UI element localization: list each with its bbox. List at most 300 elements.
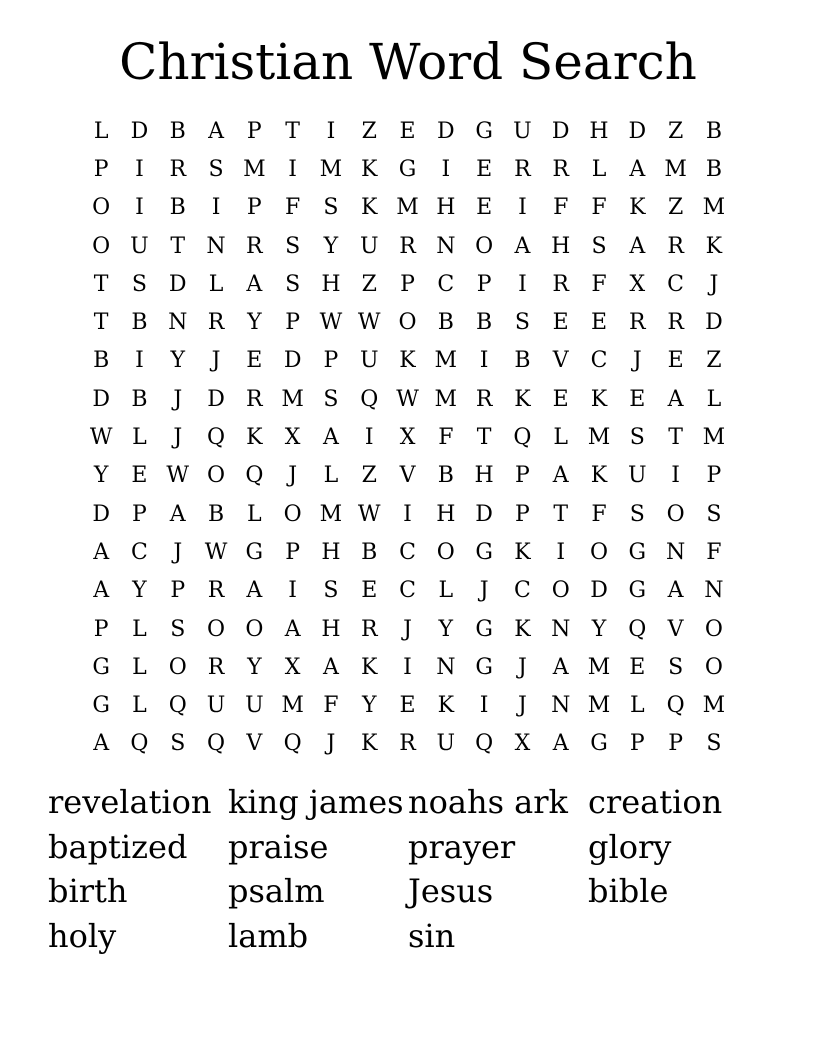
grid-letter: G	[590, 731, 608, 757]
grid-letter: F	[438, 425, 454, 451]
grid-letter: A	[246, 578, 263, 604]
word-list-item: bible	[588, 872, 669, 911]
grid-letter: A	[284, 616, 301, 642]
grid-letter: N	[436, 233, 456, 259]
grid-letter: N	[551, 693, 571, 719]
grid-letter: N	[665, 539, 686, 565]
grid-letter: L	[93, 118, 109, 144]
grid-letter: J	[326, 731, 336, 757]
grid-letter: D	[207, 386, 225, 412]
grid-letter: I	[288, 578, 297, 604]
grid-letter: A	[552, 731, 569, 757]
grid-letter: B	[93, 348, 110, 374]
grid-letter: O	[92, 195, 111, 221]
word-list-item: baptized	[48, 827, 188, 866]
grid-letter: H	[321, 271, 341, 297]
grid-letter: A	[667, 386, 684, 412]
grid-letter: P	[668, 731, 683, 757]
grid-letter: H	[551, 233, 571, 259]
grid-letter: S	[629, 425, 645, 451]
grid-letter: A	[629, 233, 646, 259]
grid-letter: U	[359, 348, 379, 374]
grid-letter: A	[93, 731, 110, 757]
grid-letter: F	[323, 693, 339, 719]
grid-letter: G	[92, 693, 110, 719]
grid-letter: B	[361, 539, 378, 565]
grid-letter: X	[284, 425, 301, 451]
page-title: Christian Word Search	[119, 33, 697, 91]
grid-letter: I	[211, 195, 221, 221]
grid-letter: M	[243, 156, 266, 182]
grid-letter: A	[552, 463, 569, 489]
grid-letter: E	[629, 654, 646, 680]
grid-letter: K	[514, 539, 531, 565]
grid-letter: F	[591, 195, 607, 221]
grid-letter: W	[89, 425, 113, 451]
grid-letter: O	[666, 501, 685, 527]
grid-letter: O	[551, 578, 570, 604]
grid-letter: X	[399, 425, 416, 451]
grid-letter: A	[667, 578, 684, 604]
grid-letter: A	[93, 578, 110, 604]
grid-letter: P	[515, 501, 530, 527]
grid-letter: D	[590, 578, 608, 604]
grid-letter: S	[629, 501, 645, 527]
grid-letter: Y	[132, 578, 147, 604]
grid-letter: E	[552, 386, 569, 412]
grid-letter: W	[166, 463, 190, 489]
grid-letter: T	[285, 118, 300, 144]
grid-letter: Q	[628, 616, 647, 642]
word-list-item: king james	[228, 783, 404, 821]
grid-letter: Z	[361, 118, 377, 144]
grid-letter: R	[629, 310, 646, 336]
grid-letter: G	[92, 654, 110, 680]
grid-letter: K	[399, 348, 416, 374]
grid-letter: S	[131, 271, 147, 297]
grid-letter: S	[323, 386, 339, 412]
grid-letter: H	[321, 616, 341, 642]
grid-letter: P	[246, 118, 262, 144]
grid-letter: M	[702, 195, 726, 221]
grid-letter: G	[628, 539, 647, 565]
grid-letter: V	[667, 616, 684, 642]
grid-letter: H	[436, 501, 456, 527]
grid-letter: I	[556, 539, 566, 565]
grid-letter: U	[130, 233, 149, 259]
grid-letter: N	[551, 616, 571, 642]
grid-letter: D	[437, 118, 455, 144]
grid-letter: I	[364, 425, 374, 451]
grid-letter: I	[135, 195, 144, 221]
grid-letter: B	[514, 348, 531, 374]
grid-letter: D	[628, 118, 647, 144]
grid-letter: W	[396, 386, 419, 412]
grid-letter: Z	[706, 348, 722, 374]
word-list-item: holy	[48, 917, 117, 956]
grid-letter: M	[587, 425, 611, 451]
grid-letter: M	[396, 195, 419, 221]
grid-letter: K	[361, 654, 378, 680]
grid-letter: M	[664, 156, 687, 182]
grid-letter: L	[438, 578, 454, 604]
letter-grid	[82, 112, 733, 763]
grid-letter: M	[319, 156, 343, 182]
grid-letter: O	[168, 654, 187, 680]
grid-letter: N	[704, 578, 724, 604]
grid-letter: Y	[93, 463, 109, 489]
grid-letter: M	[587, 654, 611, 680]
word-list-item: psalm	[228, 872, 325, 911]
grid-letter: P	[285, 539, 301, 565]
grid-letter: Z	[667, 195, 684, 221]
grid-letter: Y	[247, 310, 262, 336]
grid-letter: E	[399, 118, 416, 144]
grid-letter: C	[513, 578, 531, 604]
grid-letter: A	[169, 501, 186, 527]
word-list-item: praise	[228, 827, 329, 866]
grid-letter: M	[434, 348, 458, 374]
grid-letter: M	[319, 501, 343, 527]
grid-letter: K	[705, 233, 723, 259]
grid-letter: P	[629, 731, 645, 757]
grid-letter: I	[135, 156, 144, 182]
grid-letter: P	[170, 578, 186, 604]
grid-letter: S	[170, 616, 186, 642]
grid-letter: E	[667, 348, 684, 374]
grid-letter: L	[132, 693, 147, 719]
grid-letter: S	[323, 195, 339, 221]
grid-letter: J	[518, 654, 527, 680]
grid-letter: J	[173, 386, 183, 412]
grid-letter: O	[704, 616, 723, 642]
grid-letter: O	[475, 233, 494, 259]
grid-letter: P	[400, 271, 415, 297]
grid-letter: L	[208, 271, 224, 297]
grid-letter: O	[92, 233, 111, 259]
grid-letter: L	[630, 693, 645, 719]
grid-letter: U	[206, 693, 226, 719]
grid-letter: S	[514, 310, 530, 336]
grid-letter: G	[475, 616, 493, 642]
grid-letter: K	[629, 195, 646, 221]
grid-letter: A	[93, 539, 110, 565]
grid-letter: J	[518, 693, 527, 719]
grid-letter: Q	[245, 463, 264, 489]
grid-letter: I	[403, 654, 412, 680]
grid-letter: U	[245, 693, 264, 719]
grid-letter: R	[360, 616, 378, 642]
grid-letter: B	[207, 501, 225, 527]
grid-letter: S	[170, 731, 186, 757]
word-list-item: creation	[588, 783, 723, 821]
grid-letter: E	[629, 386, 646, 412]
grid-letter: R	[399, 233, 416, 259]
grid-letter: O	[704, 654, 723, 680]
grid-letter: Q	[666, 693, 685, 719]
grid-letter: O	[436, 539, 455, 565]
grid-letter: K	[361, 731, 378, 757]
grid-letter: C	[437, 271, 455, 297]
grid-letter: S	[591, 233, 607, 259]
grid-letter: I	[671, 463, 680, 489]
grid-letter: C	[399, 578, 416, 604]
grid-letter: T	[668, 425, 683, 451]
grid-letter: W	[319, 310, 343, 336]
grid-letter: Q	[360, 386, 379, 412]
grid-letter: P	[285, 310, 301, 336]
grid-letter: S	[706, 731, 722, 757]
grid-letter: L	[132, 425, 147, 451]
grid-letter: C	[399, 539, 416, 565]
grid-letter: T	[170, 233, 186, 259]
grid-letter: R	[207, 654, 225, 680]
grid-letter: G	[628, 578, 647, 604]
grid-letter: A	[514, 233, 531, 259]
grid-letter: K	[514, 616, 531, 642]
grid-letter: B	[169, 118, 186, 144]
grid-letter: Y	[591, 616, 607, 642]
grid-letter: C	[131, 539, 148, 565]
grid-letter: M	[281, 693, 304, 719]
grid-letter: D	[475, 501, 493, 527]
grid-letter: Y	[170, 348, 185, 374]
grid-letter: K	[361, 156, 378, 182]
grid-letter: S	[285, 271, 301, 297]
grid-letter: P	[132, 501, 147, 527]
grid-letter: C	[667, 271, 685, 297]
grid-letter: U	[436, 731, 456, 757]
grid-letter: R	[207, 578, 225, 604]
grid-letter: P	[246, 195, 262, 221]
grid-letter: W	[357, 501, 381, 527]
grid-letter: O	[283, 501, 302, 527]
grid-letter: X	[284, 654, 301, 680]
grid-letter: L	[132, 616, 147, 642]
grid-letter: R	[552, 156, 569, 182]
grid-letter: R	[246, 386, 263, 412]
grid-letter: L	[323, 463, 339, 489]
grid-letter: B	[437, 310, 454, 336]
grid-letter: M	[281, 386, 304, 412]
grid-letter: O	[398, 310, 417, 336]
grid-letter: R	[514, 156, 531, 182]
grid-letter: M	[434, 386, 458, 412]
grid-letter: D	[168, 271, 187, 297]
grid-letter: Z	[361, 271, 377, 297]
grid-letter: R	[667, 310, 684, 336]
grid-letter: Y	[247, 654, 262, 680]
word-list-item: lamb	[228, 917, 309, 956]
grid-letter: P	[323, 348, 339, 374]
grid-letter: B	[169, 195, 186, 221]
grid-letter: G	[245, 539, 264, 565]
grid-letter: E	[552, 310, 569, 336]
grid-letter: H	[436, 195, 456, 221]
grid-letter: J	[173, 539, 183, 565]
grid-letter: F	[591, 271, 607, 297]
grid-letter: I	[518, 195, 527, 221]
grid-letter: O	[589, 539, 609, 565]
grid-letter: W	[357, 310, 381, 336]
grid-letter: R	[246, 233, 263, 259]
grid-letter: Q	[283, 731, 302, 757]
grid-letter: K	[361, 195, 378, 221]
grid-letter: Y	[361, 693, 377, 719]
grid-letter: B	[705, 118, 722, 144]
grid-letter: B	[705, 156, 722, 182]
grid-letter: L	[706, 386, 722, 412]
grid-letter: D	[283, 348, 302, 374]
grid-letter: B	[131, 386, 148, 412]
word-list-item: Jesus	[408, 872, 494, 911]
grid-letter: A	[322, 425, 339, 451]
grid-letter: D	[551, 118, 570, 144]
grid-letter: J	[479, 578, 489, 604]
grid-letter: R	[667, 233, 684, 259]
grid-letter: K	[437, 693, 455, 719]
grid-letter: Q	[207, 425, 226, 451]
grid-letter: J	[211, 348, 221, 374]
grid-letter: I	[479, 693, 489, 719]
grid-letter: T	[93, 271, 109, 297]
grid-letter: K	[590, 463, 608, 489]
word-list-item: sin	[408, 917, 456, 956]
grid-letter: D	[92, 501, 110, 527]
grid-letter: W	[204, 539, 228, 565]
grid-letter: G	[398, 156, 417, 182]
grid-letter: Q	[168, 693, 187, 719]
grid-letter: O	[207, 616, 226, 642]
grid-letter: D	[705, 310, 723, 336]
word-list-item: birth	[48, 872, 128, 911]
word-list-item: prayer	[408, 827, 516, 866]
grid-letter: P	[93, 156, 109, 182]
grid-letter: V	[246, 731, 263, 757]
grid-letter: F	[706, 539, 722, 565]
grid-letter: F	[553, 195, 569, 221]
grid-letter: G	[475, 118, 493, 144]
grid-letter: K	[590, 386, 608, 412]
grid-letter: M	[587, 693, 611, 719]
grid-letter: K	[246, 425, 263, 451]
grid-letter: Y	[323, 233, 339, 259]
grid-letter: F	[285, 195, 301, 221]
grid-letter: E	[476, 156, 493, 182]
grid-letter: V	[399, 463, 416, 489]
grid-letter: D	[130, 118, 149, 144]
word-list	[48, 780, 768, 959]
grid-letter: X	[514, 731, 531, 757]
grid-letter: M	[702, 425, 726, 451]
grid-letter: D	[92, 386, 110, 412]
grid-letter: E	[399, 693, 416, 719]
grid-letter: C	[590, 348, 608, 374]
grid-letter: I	[479, 348, 489, 374]
grid-letter: E	[131, 463, 148, 489]
grid-letter: S	[285, 233, 301, 259]
grid-letter: O	[207, 463, 226, 489]
grid-letter: L	[132, 654, 147, 680]
grid-letter: P	[706, 463, 722, 489]
grid-letter: E	[476, 195, 493, 221]
grid-letter: V	[552, 348, 569, 374]
grid-letter: A	[246, 271, 263, 297]
grid-letter: Q	[513, 425, 532, 451]
grid-letter: P	[476, 271, 492, 297]
grid-letter: Q	[475, 731, 494, 757]
grid-letter: L	[553, 425, 569, 451]
grid-letter: F	[591, 501, 607, 527]
grid-letter: N	[168, 310, 188, 336]
grid-letter: I	[288, 156, 297, 182]
grid-letter: S	[208, 156, 224, 182]
grid-letter: G	[475, 654, 493, 680]
grid-letter: I	[403, 501, 412, 527]
grid-letter: S	[323, 578, 339, 604]
grid-letter: T	[93, 310, 109, 336]
grid-letter: E	[361, 578, 378, 604]
word-list-item: noahs ark	[408, 783, 568, 821]
grid-letter: B	[437, 463, 454, 489]
grid-letter: U	[628, 463, 647, 489]
grid-letter: O	[245, 616, 264, 642]
grid-letter: J	[288, 463, 298, 489]
word-list-item: revelation	[48, 783, 212, 821]
grid-letter: M	[702, 693, 726, 719]
grid-letter: P	[515, 463, 530, 489]
grid-letter: Q	[207, 731, 226, 757]
grid-letter: T	[476, 425, 492, 451]
grid-letter: H	[589, 118, 609, 144]
grid-letter: E	[590, 310, 608, 336]
grid-letter: R	[475, 386, 493, 412]
grid-letter: P	[93, 616, 109, 642]
grid-letter: B	[476, 310, 493, 336]
grid-letter: T	[553, 501, 569, 527]
grid-letter: N	[436, 654, 456, 680]
grid-letter: R	[207, 310, 225, 336]
grid-letter: Y	[438, 616, 454, 642]
grid-letter: H	[321, 539, 341, 565]
grid-letter: R	[552, 271, 569, 297]
grid-letter: S	[668, 654, 684, 680]
grid-letter: I	[326, 118, 336, 144]
grid-letter: L	[591, 156, 607, 182]
grid-letter: Z	[667, 118, 684, 144]
word-list-item: glory	[588, 827, 672, 866]
grid-letter: J	[632, 348, 642, 374]
grid-letter: B	[131, 310, 148, 336]
grid-letter: J	[709, 271, 719, 297]
grid-letter: U	[513, 118, 532, 144]
grid-letter: L	[247, 501, 262, 527]
grid-letter: R	[169, 156, 187, 182]
grid-letter: A	[552, 654, 569, 680]
grid-letter: I	[135, 348, 144, 374]
grid-letter: Z	[361, 463, 377, 489]
grid-letter: H	[474, 463, 494, 489]
grid-letter: A	[322, 654, 339, 680]
grid-letter: A	[629, 156, 646, 182]
grid-letter: G	[475, 539, 493, 565]
grid-letter: E	[246, 348, 263, 374]
grid-letter: X	[629, 271, 646, 297]
grid-letter: S	[706, 501, 722, 527]
grid-letter: K	[514, 386, 531, 412]
grid-letter: Q	[130, 731, 149, 757]
grid-letter: A	[208, 118, 224, 144]
